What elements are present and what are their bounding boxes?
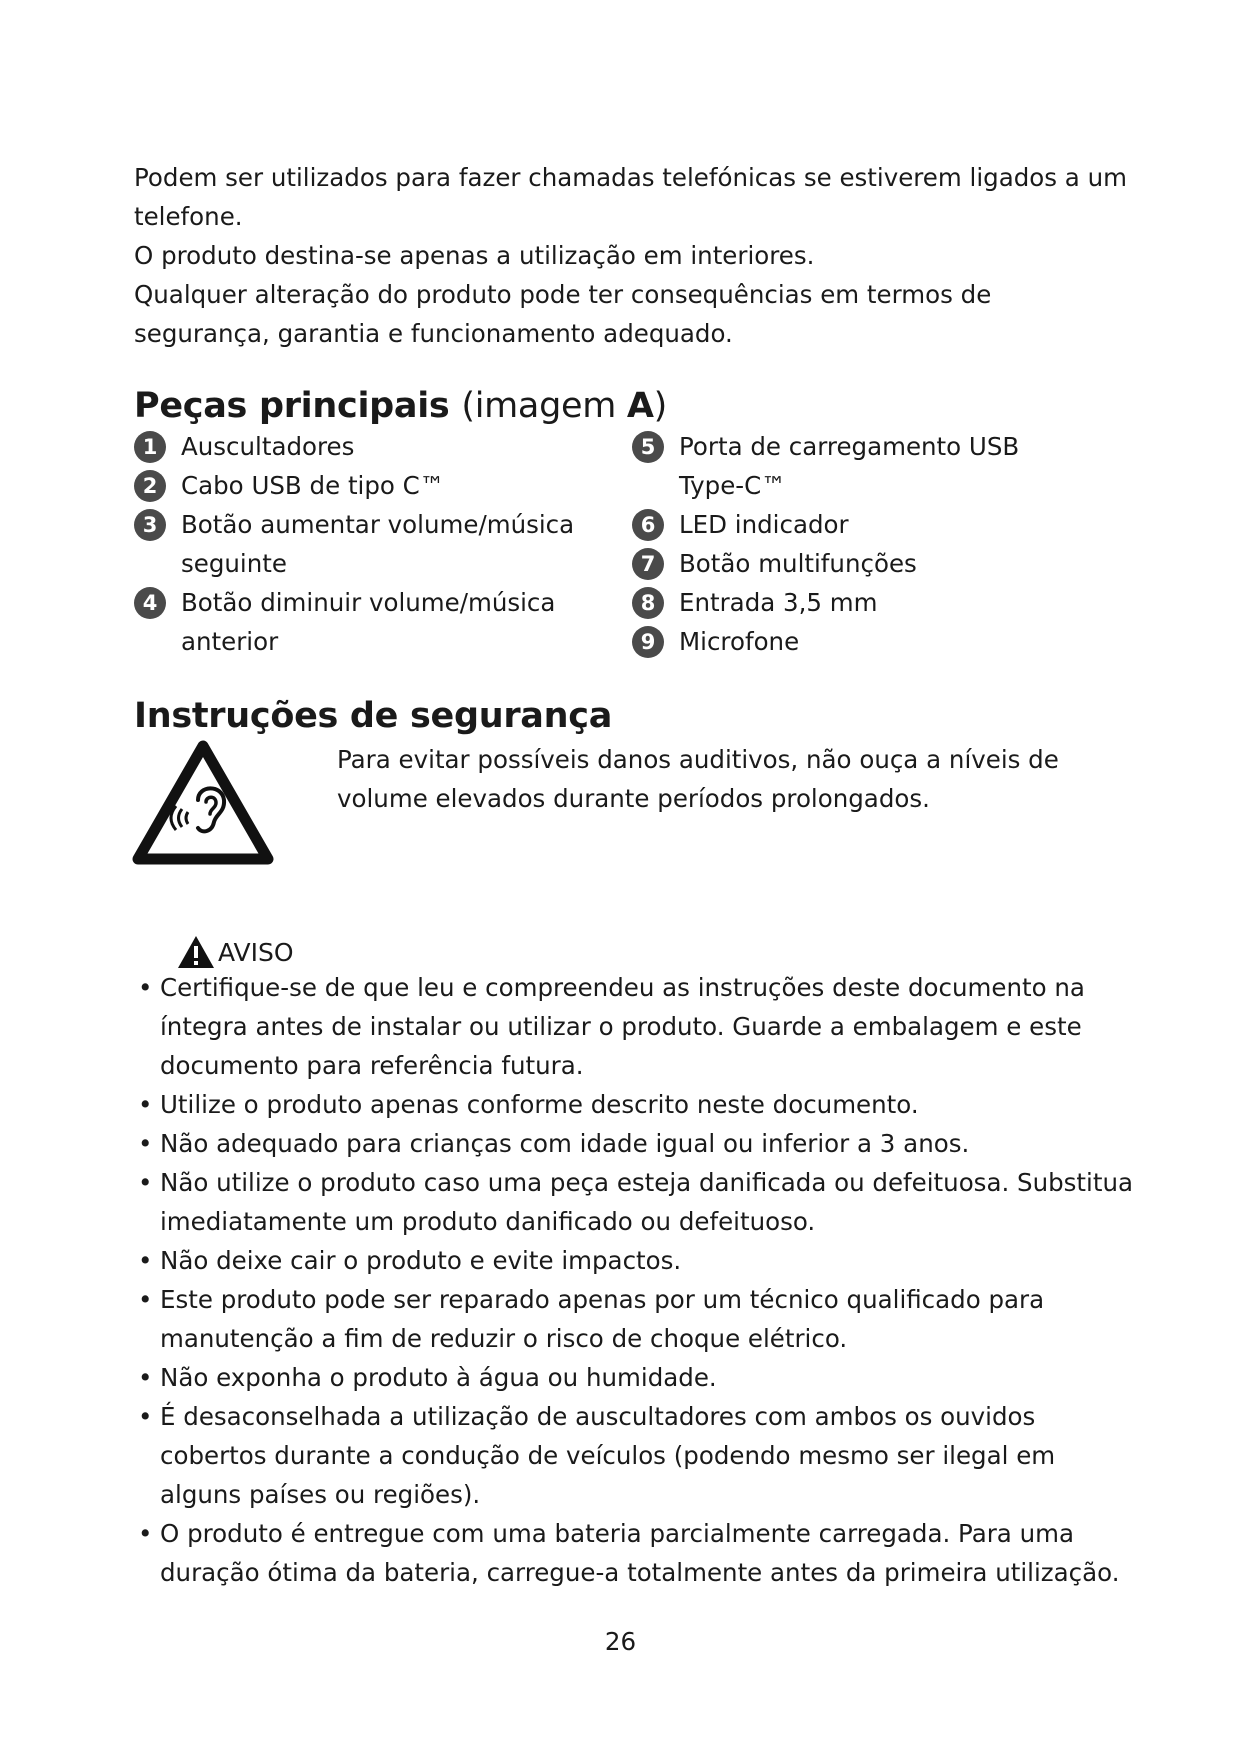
bullet-text: • Não exponha o produto à água ou humidade. — [160, 1363, 717, 1392]
part-item — [632, 622, 1092, 661]
part-label: Microfone — [679, 627, 800, 656]
hearing-warning-text: Para evitar possíveis danos auditivos, não ouça a níveis de volume elevados durante períodos prolongados. — [337, 745, 1059, 813]
parts-heading-letter: A — [626, 386, 654, 426]
intro-line-indoor: O produto destina-se apenas a utilização em interiores. — [134, 241, 815, 270]
parts-heading — [134, 386, 667, 426]
safety-heading: Instruções de segurança — [134, 696, 613, 736]
bullet-text: • Certifique-se de que leu e compreendeu as instruções deste documento na íntegra antes de instalar ou utilizar o produto. Guarde a embalagem e este documento para referência futura. — [160, 973, 1085, 1080]
part-item — [632, 427, 1092, 505]
part-item — [134, 466, 604, 505]
intro-text — [134, 158, 1134, 353]
part-number-badge: 3 — [134, 509, 166, 541]
part-label: Botão diminuir volume/música anterior — [181, 588, 556, 656]
bullet-text: • É desaconselhada a utilização de auscultadores com ambos os ouvidos cobertos durante a condução de veículos (podendo mesmo ser ilegal em alguns países ou regiões). — [160, 1402, 1056, 1509]
part-label: Auscultadores — [181, 432, 355, 461]
part-item — [632, 544, 1092, 583]
safety-bullet-list — [134, 968, 1134, 1592]
part-item — [134, 583, 604, 661]
intro-line-phone: Podem ser utilizados para fazer chamadas telefónicas se estiverem ligados a um telefone. — [134, 163, 1127, 231]
warning-label: AVISO — [218, 937, 294, 967]
bullet-text: • Não utilize o produto caso uma peça esteja danificada ou defeituosa. Substitua imediatamente um produto danificado ou defeituoso. — [160, 1168, 1133, 1236]
part-label: Botão multifunções — [679, 549, 917, 578]
warning-label-row — [176, 934, 294, 970]
part-number-badge: 6 — [632, 509, 664, 541]
parts-list-left — [134, 427, 604, 661]
part-label: Botão aumentar volume/música seguinte — [181, 510, 575, 578]
parts-heading-paren-close: ) — [653, 386, 667, 426]
list-item — [134, 968, 1134, 1085]
bullet-text: • Não adequado para crianças com idade igual ou inferior a 3 anos. — [160, 1129, 970, 1158]
bullet-text: • O produto é entregue com uma bateria parcialmente carregada. Para uma duração ótima da bateria, carregue-a totalmente antes da primeira utilização. — [160, 1519, 1120, 1587]
intro-line-modification: Qualquer alteração do produto pode ter consequências em termos de segurança, garantia e funcionamento adequado. — [134, 280, 992, 348]
list-item — [134, 1358, 1134, 1397]
part-item — [134, 427, 604, 466]
part-item — [632, 583, 1092, 622]
parts-heading-bold: Peças principais — [134, 386, 450, 426]
part-number-badge: 4 — [134, 587, 166, 619]
list-item — [134, 1514, 1134, 1592]
parts-list-right — [632, 427, 1092, 661]
list-item — [134, 1163, 1134, 1241]
hearing-hazard-icon — [132, 740, 274, 866]
warning-triangle-icon — [176, 934, 216, 970]
part-item — [632, 505, 1092, 544]
part-label: Porta de carregamento USB Type-C™ — [679, 432, 1020, 500]
bullet-text: • Este produto pode ser reparado apenas por um técnico qualificado para manutenção a fim de reduzir o risco de choque elétrico. — [160, 1285, 1045, 1353]
list-item — [134, 1397, 1134, 1514]
part-label: Cabo USB de tipo C™ — [181, 471, 445, 500]
list-item — [134, 1085, 1134, 1124]
bullet-text: • Não deixe cair o produto e evite impactos. — [160, 1246, 682, 1275]
part-number-badge: 9 — [632, 626, 664, 658]
page-number: 26 — [604, 1627, 637, 1656]
list-item — [134, 1241, 1134, 1280]
part-number-badge: 5 — [632, 431, 664, 463]
part-number-badge: 7 — [632, 548, 664, 580]
part-number-badge: 1 — [134, 431, 166, 463]
list-item — [134, 1280, 1134, 1358]
part-number-badge: 8 — [632, 587, 664, 619]
part-label: LED indicador — [679, 510, 849, 539]
part-item — [134, 505, 604, 583]
part-label: Entrada 3,5 mm — [679, 588, 878, 617]
part-number-badge: 2 — [134, 470, 166, 502]
bullet-text: • Utilize o produto apenas conforme descrito neste documento. — [160, 1090, 919, 1119]
parts-heading-paren-open: (imagem — [461, 386, 627, 426]
list-item — [134, 1124, 1134, 1163]
